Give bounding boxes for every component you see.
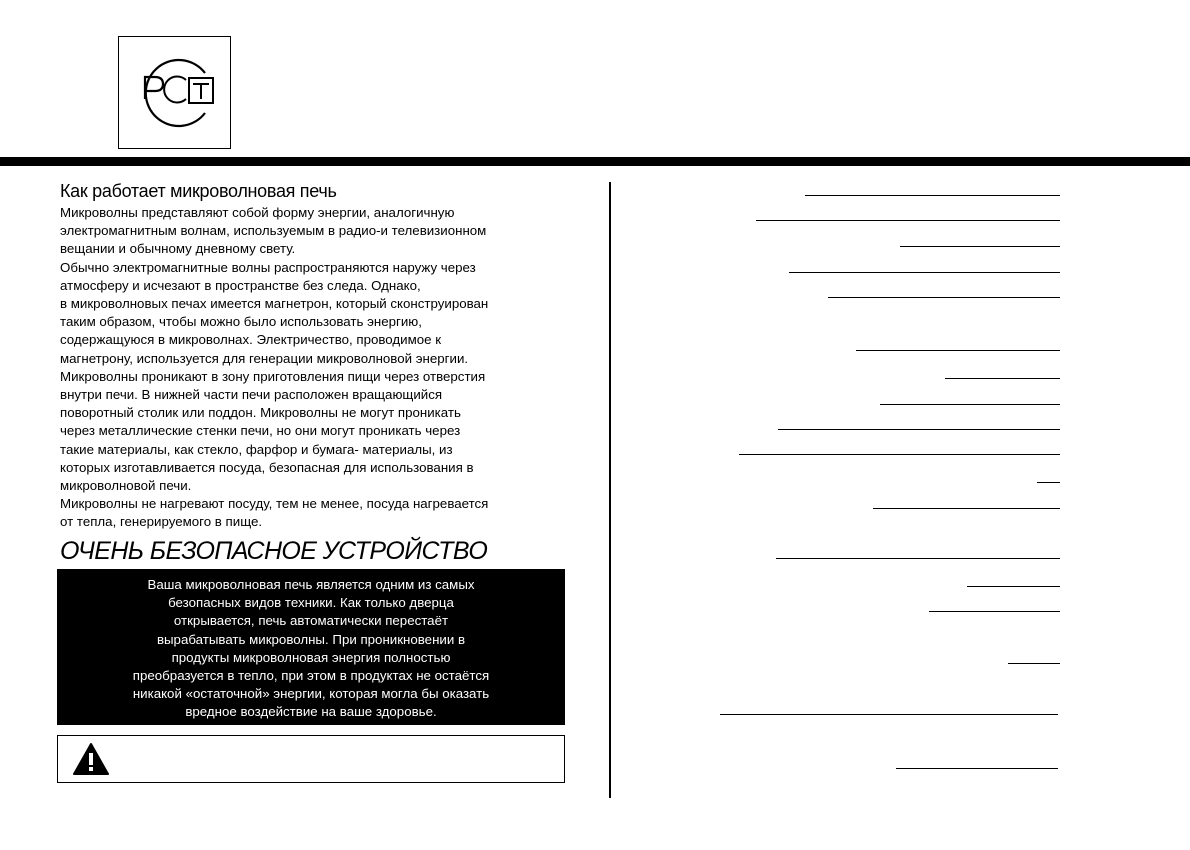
left-column — [60, 180, 570, 566]
blank-line — [929, 611, 1060, 612]
blank-line — [856, 350, 1060, 351]
safety-line: Ваша микроволновая печь является одним из самых — [147, 577, 475, 592]
blank-line — [873, 508, 1060, 509]
safety-info-box — [57, 569, 565, 725]
safety-line: продукты микроволновая энергия полностью — [171, 649, 451, 665]
text-line: таким образом, чтобы можно было использовать энергию, — [60, 314, 422, 330]
blank-line — [828, 297, 1060, 298]
safety-line: никакой «остаточной» энергии, которая могла бы оказать — [132, 686, 490, 702]
text-line: в микроволновых печах имеется магнетрон, который сконструирован — [60, 296, 489, 312]
text-line: магнетрону, используется для генерации микроволновой энергии. — [60, 350, 469, 366]
column-divider — [609, 182, 611, 798]
safety-line: открывается, печь автоматически перестаёт — [173, 613, 449, 629]
blank-line — [896, 768, 1058, 769]
blank-line — [739, 454, 1060, 455]
how-it-works-text — [60, 204, 570, 532]
warning-box — [57, 735, 565, 783]
text-line: такие материалы, как стекло, фарфор и бумага- материалы, из — [60, 441, 453, 457]
text-line: поворотный столик или поддон. Микроволны не могут проникать — [60, 405, 461, 421]
text-line: вещании и обычному дневному свету. — [60, 241, 296, 257]
text-line: атмосферу и исчезают в пространстве без следа. Однако, — [60, 277, 421, 293]
warning-triangle-icon — [72, 742, 110, 776]
safety-line: вырабатывать микроволны. При проникновении в — [156, 631, 466, 647]
text-line: Микроволны проникают в зону приготовления пищи через отверстия — [60, 368, 486, 384]
text-line: электромагнитным волнам, используемым в радио-и телевизионном — [60, 223, 487, 239]
blank-line — [945, 378, 1060, 379]
text-line: Микроволны не нагревают посуду, тем не менее, посуда нагревается — [60, 496, 489, 512]
safety-line: вредное воздействие на ваше здоровье. — [185, 704, 437, 720]
rst-logo-icon — [119, 37, 232, 150]
text-line: Микроволны представляют собой форму энергии, аналогичную — [60, 205, 455, 220]
blank-line — [776, 558, 1060, 559]
certification-logo — [118, 36, 231, 149]
text-line: микроволновой печи. — [60, 478, 192, 494]
header-rule — [0, 157, 1190, 166]
text-line: через металлические стенки печи, но они могут проникать через — [60, 423, 461, 439]
blank-line — [967, 586, 1060, 587]
blank-line — [1008, 663, 1060, 664]
how-it-works-title: Как работает микроволновая печь — [60, 181, 337, 201]
blank-line — [900, 246, 1060, 247]
text-line: содержащуюся в микроволнах. Электричество, проводимое к — [60, 332, 442, 348]
text-line: которых изготавливается посуда, безопасная для использования в — [60, 459, 474, 475]
safety-title: ОЧЕНЬ БЕЗОПАСНОЕ УСТРОЙСТВО — [60, 536, 488, 565]
text-line: Обычно электромагнитные волны распространяются наружу через — [60, 259, 476, 275]
safety-line: преобразуется в тепло, при этом в продуктах не остаётся — [132, 668, 490, 684]
blank-line — [756, 220, 1060, 221]
blank-line — [789, 272, 1060, 273]
blank-line — [880, 404, 1060, 405]
text-line: внутри печи. В нижней части печи расположен вращающийся — [60, 387, 443, 403]
blank-line — [720, 714, 1058, 715]
safety-line: безопасных видов техники. Как только дверца — [168, 595, 454, 611]
blank-line — [805, 195, 1060, 196]
text-line: от тепла, генерируемого в пище. — [60, 514, 263, 530]
blank-line — [778, 429, 1060, 430]
blank-line — [1037, 482, 1060, 483]
